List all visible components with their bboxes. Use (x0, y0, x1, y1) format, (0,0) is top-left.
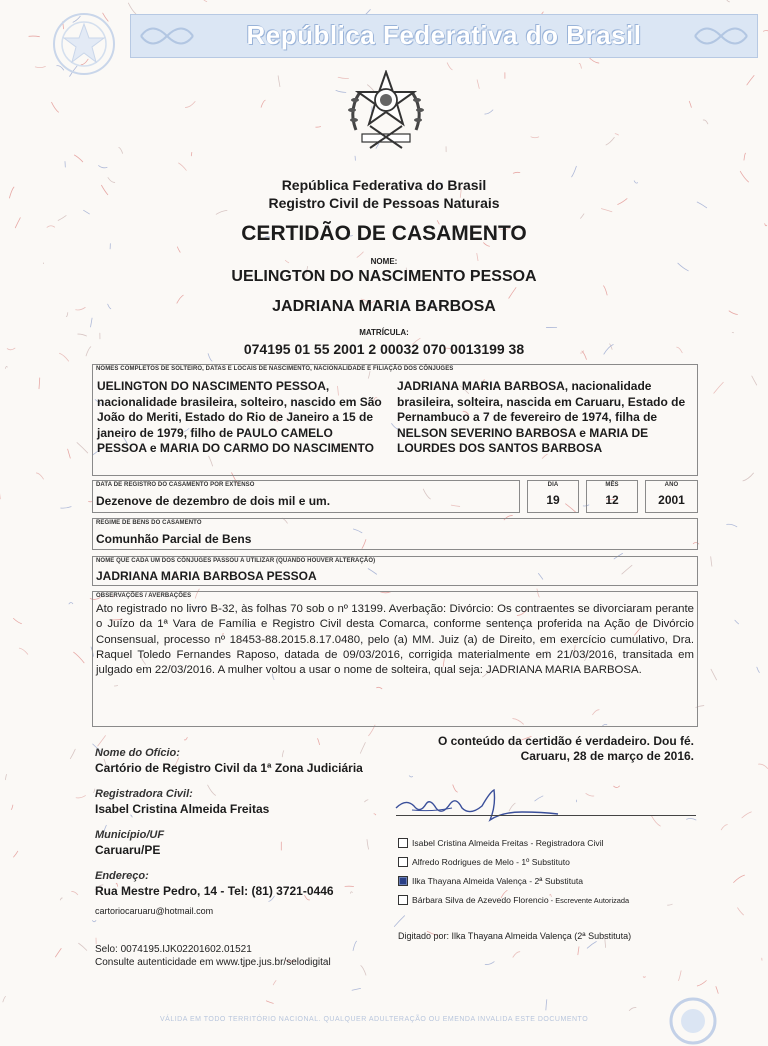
security-fiber (579, 63, 581, 68)
security-fiber (743, 473, 754, 481)
security-fiber (586, 793, 594, 796)
security-fiber (697, 981, 706, 986)
security-fiber (758, 764, 767, 768)
watermark-seal-icon (50, 10, 118, 78)
security-fiber (184, 737, 187, 739)
handwritten-signature (392, 786, 562, 826)
security-fiber (60, 898, 62, 900)
security-fiber (513, 952, 520, 958)
registrar-label: Registradora Civil: (95, 788, 193, 800)
security-fiber (13, 618, 21, 623)
adopted-name-value: JADRIANA MARIA BARBOSA PESSOA (96, 569, 317, 583)
security-fiber (409, 776, 412, 777)
corner-seal-icon (668, 996, 718, 1046)
day-label: DIA (528, 482, 578, 488)
security-fiber (128, 3, 136, 14)
checkbox[interactable] (398, 838, 408, 848)
spouse1-name: UELINGTON DO NASCIMENTO PESSOA (0, 268, 768, 286)
security-fiber (185, 101, 195, 107)
security-fiber (352, 988, 360, 990)
security-fiber (711, 669, 717, 680)
security-fiber (747, 75, 754, 84)
security-fiber (651, 815, 660, 826)
security-fiber (578, 947, 579, 955)
security-fiber (667, 904, 672, 905)
attestation-place-date: Caruaru, 28 de março de 2016. (521, 749, 694, 763)
signatory-option[interactable] (398, 857, 570, 869)
page-title: CERTIDÃO DE CASAMENTO (0, 222, 768, 246)
security-fiber (509, 288, 516, 299)
address-label: Endereço: (95, 870, 149, 882)
month-label: MÊS (587, 482, 637, 488)
security-fiber (58, 216, 66, 221)
month-value: 12 (587, 493, 637, 507)
registration-date-text: Dezenove de dezembro de dois mil e um. (96, 494, 330, 508)
signatory-name: Alfredo Rodrigues de Melo (412, 857, 514, 867)
signatory-role: - 2ª Substituta (527, 876, 583, 886)
security-fiber (711, 557, 712, 567)
security-fiber (91, 318, 93, 327)
security-fiber (447, 63, 452, 70)
security-fiber (716, 987, 718, 994)
spouse2-name: JADRIANA MARIA BARBOSA (0, 298, 768, 316)
top-banner (130, 14, 758, 58)
attestation-statement: O conteúdo da certidão é verdadeiro. Dou fé. (438, 734, 694, 748)
security-fiber (99, 166, 107, 168)
security-fiber (714, 382, 724, 393)
security-fiber (604, 286, 608, 295)
security-fiber (55, 948, 61, 956)
security-fiber (179, 163, 187, 170)
adopted-name-label: NOME QUE CADA UM DOS CÔNJUGES PASSOU A UTILIZAR (QUANDO HOUVER ALTERAÇÃO) (96, 558, 375, 564)
security-fiber (77, 443, 88, 453)
signatory-name: Ilka Thayana Almeida Valença (412, 876, 527, 886)
security-fiber (734, 875, 745, 882)
security-fiber (74, 652, 84, 663)
security-fiber (531, 137, 539, 138)
observations-text: Ato registrado no livro B-32, às folhas 70 sob o nº 13199. Averbação: Divórcio: Os contraentes se divorciaram perante o Juízo da 1ª Vara de Família e Registro Civil desta Comarca, conforme sentença proferida na Ação de Divórcio Consensual, processo nº 18453-88.2015.8.17.0480, pelo (a) MM. Juiz (a) de Direito, em exercício cumulativo, Dra. Raquel Toledo Fernandes Raposo, datada de 09/03/2016, corrigida materialmente em 21/03/2016, transitada em julgado em 22/03/2016. A mulher voltou a usar o nome de solteira, qual seja: JADRIANA MARIA BARBOSA. (96, 602, 694, 678)
security-fiber (350, 892, 352, 893)
municipality-label: Município/UF (95, 829, 164, 841)
spouse1-details: UELINGTON DO NASCIMENTO PESSOA, nacionalidade brasileira, solteiro, nascido em São João do Meriti, Estado do Rio de Janeiro a 15 de janeiro de 1979, filho de PAULO CAMELO PESSOA e MARIA DO CARMO DO NASCIMENTO (97, 379, 385, 457)
signatory-role: - 1º Substituto (514, 857, 570, 867)
checkbox[interactable] (398, 857, 408, 867)
registrar-name: Isabel Cristina Almeida Freitas (95, 802, 269, 816)
security-fiber (606, 137, 614, 145)
authenticity-note: Consulte autenticidade em www.tjpe.jus.br/selodigital (95, 957, 331, 968)
security-fiber (687, 819, 696, 820)
security-fiber (278, 76, 280, 87)
security-fiber (177, 247, 180, 252)
security-fiber (735, 620, 739, 624)
adopted-name-box (92, 556, 698, 586)
security-fiber (266, 1001, 273, 1004)
signatory-name: Bárbara Silva de Azevedo Florencio (412, 895, 549, 905)
office-email: cartoriocaruaru@hotmail.com (95, 906, 213, 916)
security-fiber (679, 971, 682, 981)
spouses-box (92, 364, 698, 476)
security-fiber (726, 0, 730, 2)
registration-date-label: DATA DE REGISTRO DO CASAMENTO POR EXTENSO (96, 482, 255, 488)
spouses-box-label: NOMES COMPLETOS DE SOLTEIRO, DATAS E LOCAIS DE NASCIMENTO, NACIONALIDADE E FILIAÇÃO DOS CÔNJUGES (96, 366, 453, 372)
security-fiber (744, 153, 746, 160)
registration-date-box (92, 480, 520, 513)
security-fiber (374, 814, 376, 815)
security-fiber (318, 739, 320, 745)
security-fiber (587, 942, 596, 949)
signatory-role: - Registradora Civil (528, 838, 603, 848)
day-box (527, 480, 579, 513)
security-fiber (485, 110, 493, 114)
checkbox[interactable] (398, 895, 408, 905)
security-fiber (353, 941, 356, 950)
security-fiber (14, 851, 18, 857)
observations-label: OBSERVAÇÕES / AVERBAÇÕES (96, 593, 191, 599)
matricula-number: 074195 01 55 2001 2 00032 070 0013199 38 (0, 341, 768, 357)
security-fiber (572, 166, 577, 177)
security-fiber (742, 812, 751, 818)
office-name-label: Nome do Ofício: (95, 747, 180, 759)
security-fiber (208, 785, 216, 795)
security-fiber (39, 378, 40, 389)
month-box (586, 480, 638, 513)
day-value: 19 (528, 493, 578, 507)
security-fiber (261, 100, 265, 107)
signatory-name: Isabel Cristina Almeida Freitas (412, 838, 528, 848)
security-fiber (614, 786, 620, 788)
security-fiber (361, 966, 366, 975)
security-fiber (52, 102, 59, 112)
security-fiber (79, 943, 87, 950)
matricula-label: MATRÍCULA: (0, 328, 768, 337)
security-fiber (5, 774, 6, 779)
security-fiber (98, 736, 106, 746)
signatory-role: - Escrevente Autorizada (549, 896, 630, 905)
security-fiber (70, 749, 75, 758)
security-fiber (394, 916, 404, 927)
security-fiber (36, 473, 43, 479)
observations-box (92, 591, 698, 727)
security-fiber (757, 667, 760, 672)
security-fiber (721, 825, 727, 830)
security-fiber (76, 796, 85, 798)
checkbox-checked[interactable] (398, 876, 408, 886)
address-value: Rua Mestre Pedro, 14 - Tel: (81) 3721-0446 (95, 884, 334, 898)
coat-of-arms-icon (342, 70, 430, 160)
security-fiber (689, 101, 691, 107)
security-fiber (546, 1000, 547, 1010)
nome-label: NOME: (0, 257, 768, 266)
security-fiber (485, 962, 494, 965)
security-fiber (119, 147, 123, 153)
signatory-option[interactable] (398, 838, 604, 850)
office-name: Cartório de Registro Civil da 1ª Zona Judiciária (95, 761, 363, 775)
security-fiber (727, 524, 737, 527)
security-fiber (92, 921, 96, 922)
security-fiber (199, 0, 206, 2)
security-fiber (72, 891, 78, 894)
seal-number: Selo: 0074195.IJK02201602.01521 (95, 944, 252, 955)
security-fiber (29, 36, 40, 37)
header-registry: Registro Civil de Pessoas Naturais (0, 195, 768, 211)
security-fiber (5, 366, 7, 368)
security-fiber (360, 742, 365, 753)
security-fiber (273, 981, 276, 985)
property-regime-value: Comunhão Parcial de Bens (96, 532, 251, 546)
signatory-option[interactable] (398, 876, 583, 888)
spouse2-details: JADRIANA MARIA BARBOSA, nacionalidade brasileira, solteira, nascida em Caruaru, Estado de Pernambuco a 7 de fevereiro de 1974, filha de NELSON SEVERINO BARBOSA e MARIA DE LOURDES DOS SANTOS BARBOSA (397, 379, 693, 457)
security-fiber (282, 751, 283, 757)
security-fiber (581, 214, 584, 218)
security-fiber (3, 996, 6, 1002)
security-fiber (74, 155, 82, 162)
security-fiber (629, 1008, 636, 1011)
security-fiber (365, 800, 368, 802)
security-fiber (69, 603, 73, 604)
security-fiber (513, 172, 520, 173)
security-fiber (11, 805, 13, 809)
security-fiber (19, 648, 27, 654)
property-regime-label: REGIME DE BENS DO CASAMENTO (96, 520, 202, 526)
signatory-option[interactable] (398, 895, 629, 907)
security-fiber (316, 127, 321, 128)
security-fiber (367, 840, 369, 850)
municipality-value: Caruaru/PE (95, 843, 160, 857)
security-fiber (68, 449, 71, 458)
security-fiber (191, 152, 192, 155)
security-fiber (738, 908, 744, 915)
security-fiber (763, 31, 768, 32)
security-fiber (477, 80, 479, 89)
property-regime-box (92, 518, 698, 550)
footer-watermark: VÁLIDA EM TODO TERRITÓRIO NACIONAL. QUALQUER ADULTERAÇÃO OU EMENDA INVALIDA ESTE DOCUMENTO (160, 1016, 588, 1023)
typed-by: Digitado por: Ilka Thayana Almeida Valença (2ª Substituta) (398, 931, 631, 941)
signature-line (396, 815, 696, 816)
security-fiber (35, 66, 45, 67)
security-fiber (615, 134, 618, 135)
year-value: 2001 (646, 493, 697, 507)
year-box (645, 480, 698, 513)
security-fiber (752, 376, 757, 385)
banner-title: República Federativa do Brasil (131, 20, 757, 51)
security-fiber (61, 507, 71, 509)
security-fiber (703, 120, 708, 124)
header-republic: República Federativa do Brasil (0, 177, 768, 193)
year-label: ANO (646, 482, 697, 488)
